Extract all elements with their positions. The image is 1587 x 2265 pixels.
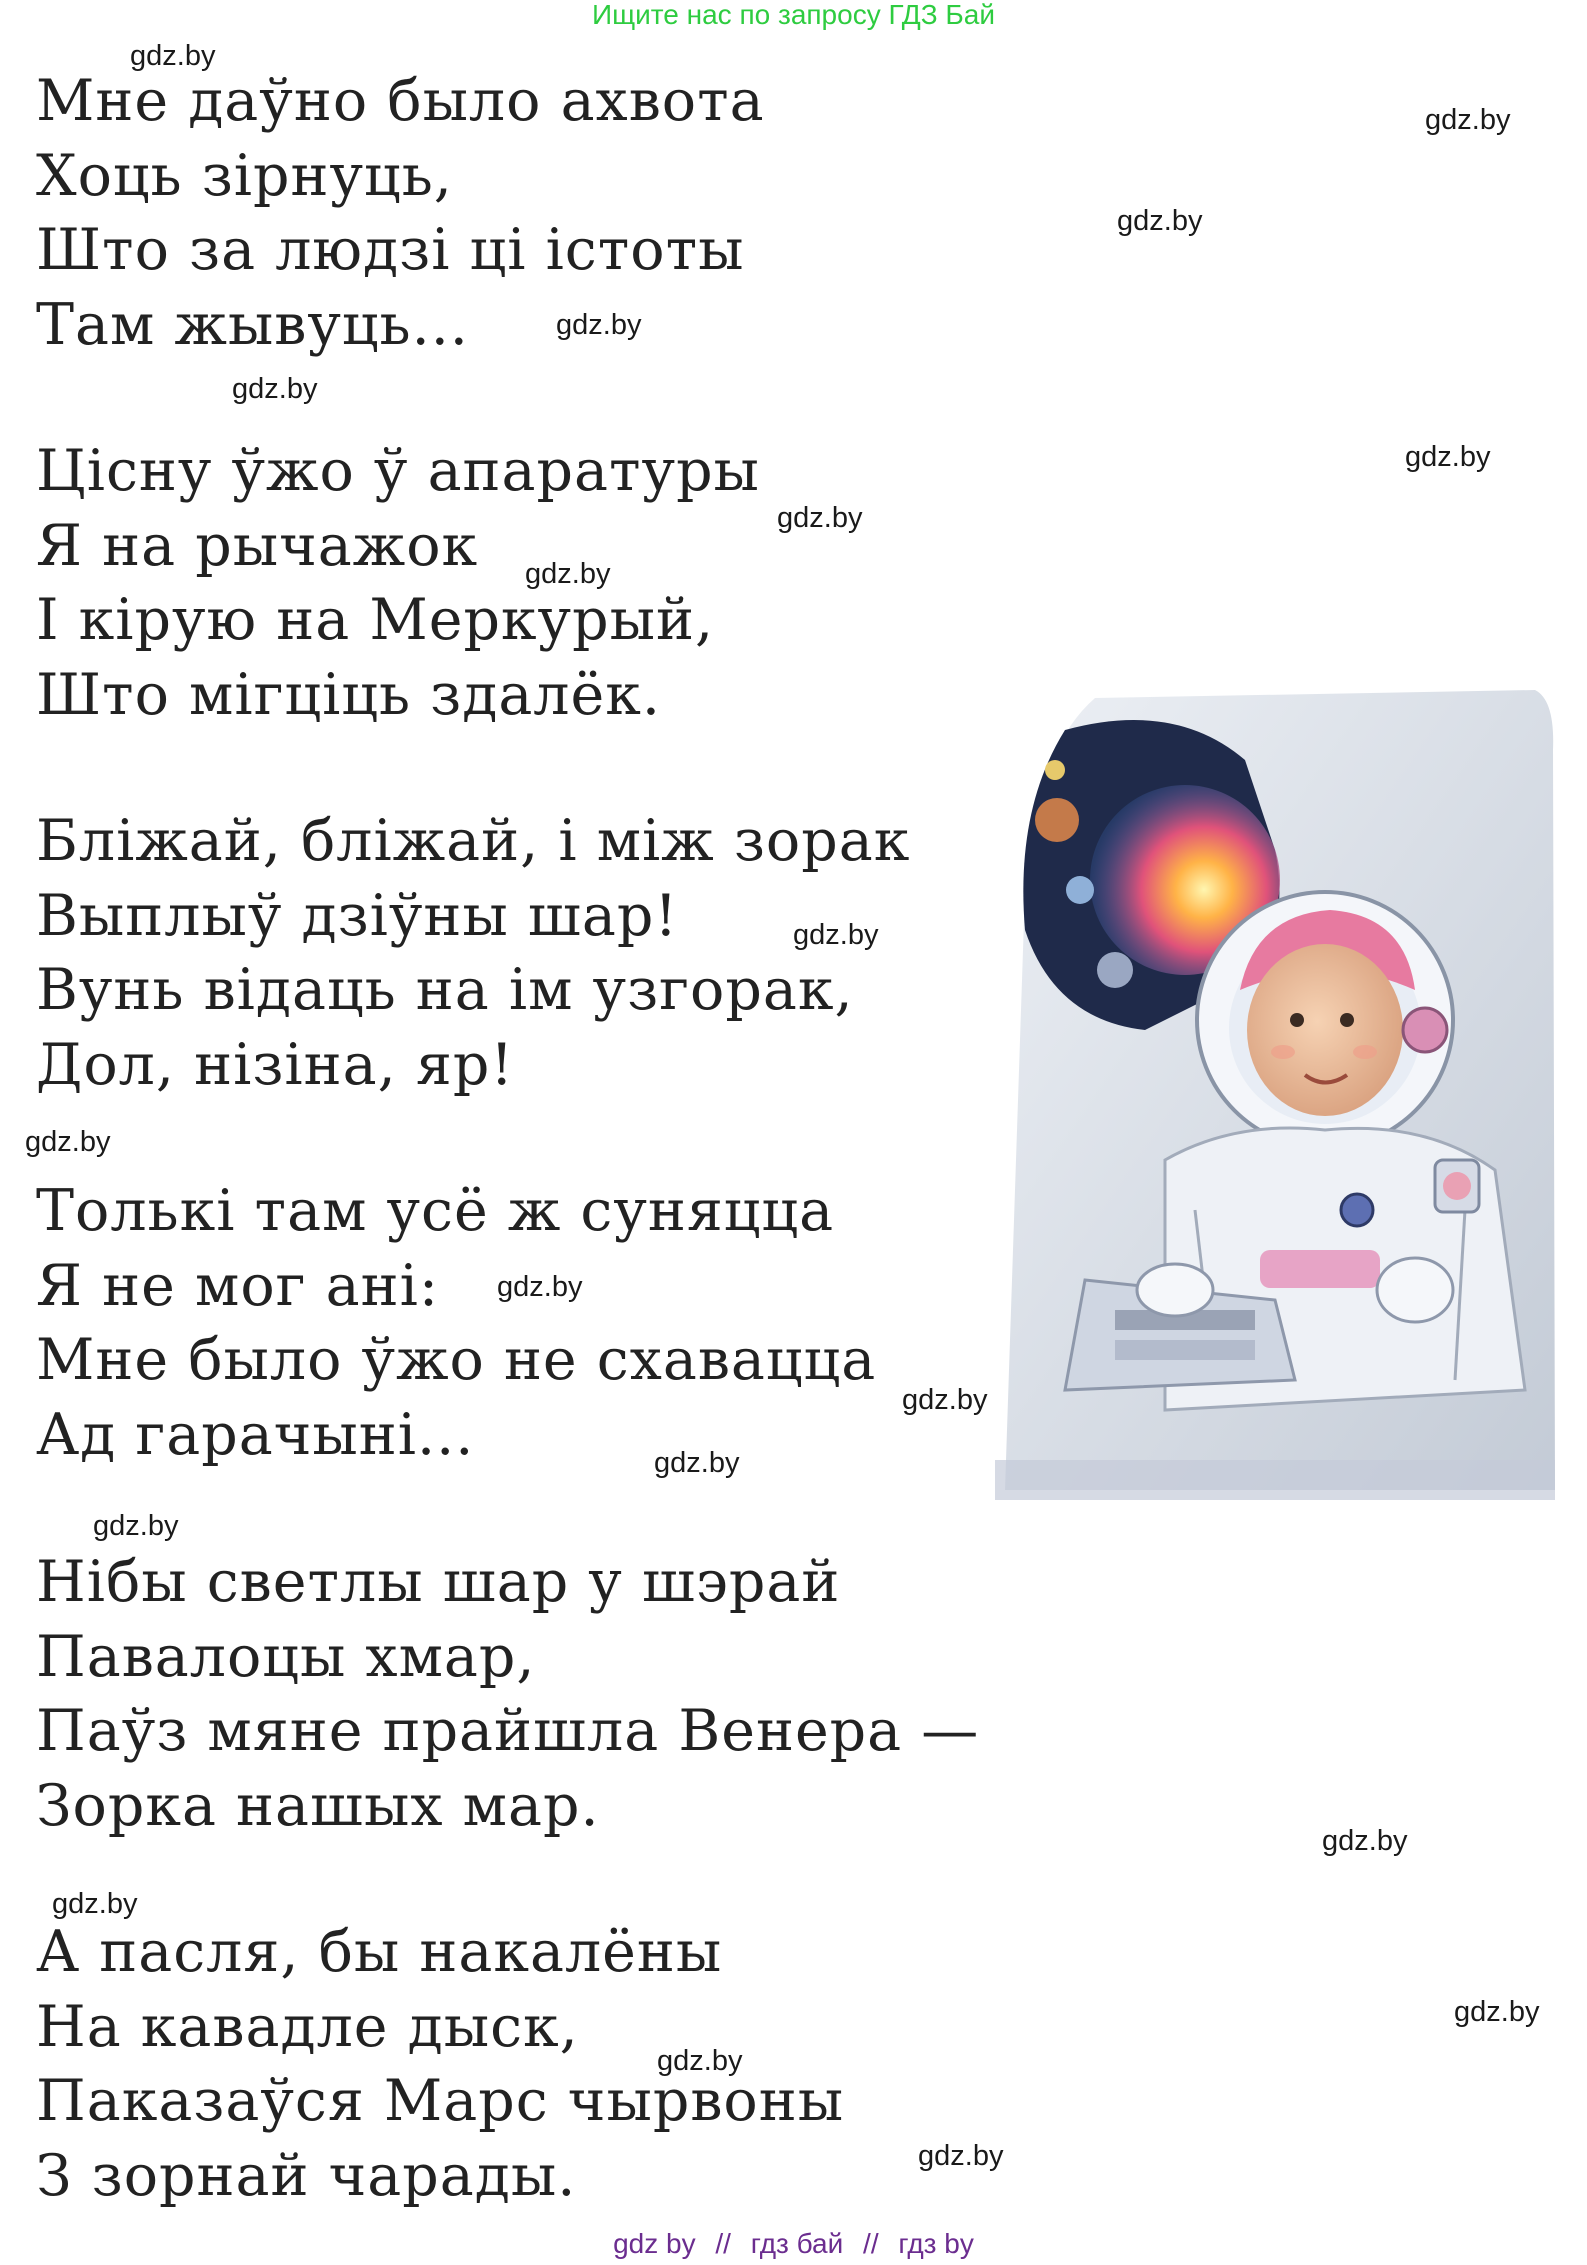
poem-line: Там жывуць...	[36, 291, 469, 358]
watermark: gdz.by	[902, 1384, 988, 1416]
footer-separator: //	[715, 2228, 731, 2259]
poem-line: І кірую на Меркурый,	[36, 587, 715, 653]
footer-link-gdz-by-2[interactable]: гдз by	[898, 2228, 974, 2259]
watermark: gdz.by	[52, 1888, 138, 1920]
stanza-5	[36, 1545, 979, 1843]
poem-line: Нібы светлы шар у шэрай	[36, 1549, 841, 1615]
stanza-4	[36, 1174, 876, 1472]
stanza-2	[36, 434, 760, 732]
poem-line: З зорнай чарады.	[36, 2142, 577, 2209]
poem-line: Дол, нізіна, яр!	[36, 1031, 515, 1098]
poem-line: На кавадле дыск,	[36, 1993, 579, 2060]
poem-line: Паказаўся Марс чырвоны	[36, 2068, 845, 2134]
poem-line: Я на рычажок	[36, 512, 479, 579]
poem-line: Што за людзі ці істоты	[36, 217, 745, 283]
stanza-3	[36, 804, 910, 1102]
footer-separator: //	[863, 2228, 879, 2259]
footer-link-gdz-bai[interactable]: гдз бай	[750, 2228, 844, 2259]
watermark: gdz.by	[1425, 104, 1511, 136]
watermark: gdz.by	[654, 1447, 740, 1479]
poem-line: Што мігціць здалёк.	[36, 661, 661, 728]
poem-line: Бліжай, бліжай, і між зорак	[36, 808, 911, 874]
astronaut-illustration	[995, 690, 1555, 1500]
watermark: gdz.by	[497, 1271, 583, 1303]
watermark: gdz.by	[793, 919, 879, 951]
poem-line: Павалоцы хмар,	[36, 1623, 536, 1690]
stanza-1	[36, 64, 765, 362]
footer-link-gdz-by[interactable]: gdz by	[613, 2228, 696, 2259]
watermark: gdz.by	[25, 1126, 111, 1158]
poem-line: А пасля, бы накалёны	[36, 1919, 723, 1985]
poem-line: Вунь відаць на ім узгорак,	[36, 957, 854, 1023]
watermark: gdz.by	[1405, 441, 1491, 473]
poem-line: Мне было ўжо не схавацца	[36, 1327, 877, 1393]
poem-line: Зорка нашых мар.	[36, 1772, 600, 1839]
footer-links	[0, 2228, 1587, 2260]
top-banner: Ищите нас по запросу ГДЗ Бай	[591, 0, 996, 30]
watermark: gdz.by	[1117, 205, 1203, 237]
watermark: gdz.by	[1454, 1996, 1540, 2028]
poem-line: Я не мог ані:	[36, 1252, 440, 1319]
watermark: gdz.by	[556, 309, 642, 341]
poem-line: Выплыў дзіўны шар!	[36, 882, 679, 949]
poem-line: Мне даўно было ахвота	[36, 68, 765, 134]
poem-line: Хоць зірнуць,	[36, 142, 453, 209]
watermark: gdz.by	[93, 1510, 179, 1542]
poem-line: Паўз мяне прайшла Венера —	[36, 1698, 980, 1764]
poem-line: Цісну ўжо ў апаратуры	[36, 438, 760, 504]
watermark: gdz.by	[657, 2045, 743, 2077]
watermark: gdz.by	[525, 558, 611, 590]
watermark: gdz.by	[232, 373, 318, 405]
watermark: gdz.by	[1322, 1825, 1408, 1857]
watermark: gdz.by	[777, 502, 863, 534]
watermark: gdz.by	[130, 40, 216, 72]
poem-line: Толькі там усё ж суняцца	[36, 1178, 835, 1244]
poem-line: Ад гарачыні...	[36, 1401, 475, 1468]
watermark: gdz.by	[918, 2140, 1004, 2172]
